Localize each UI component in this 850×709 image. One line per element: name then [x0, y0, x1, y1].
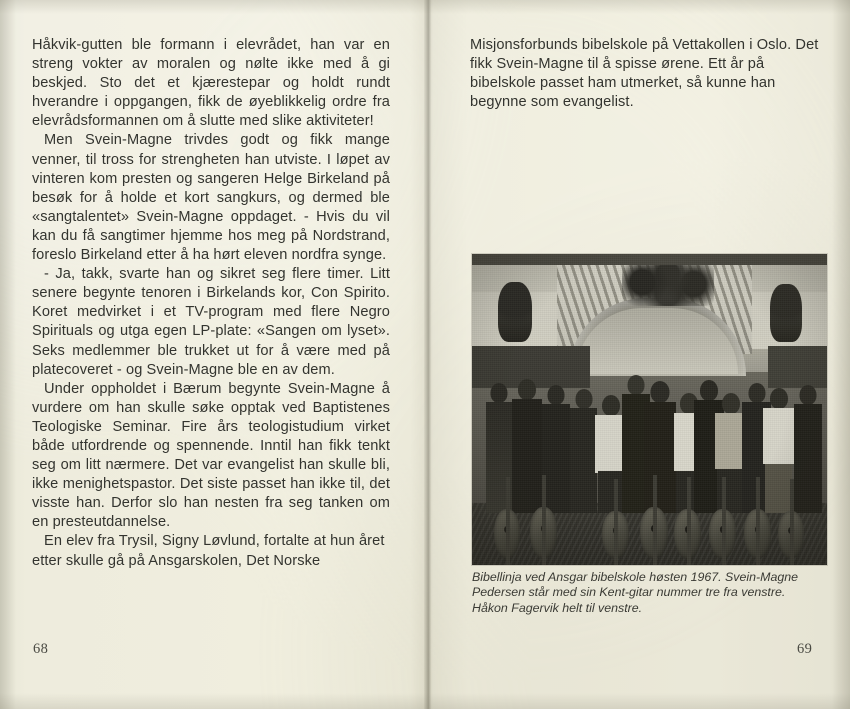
page-number-left: 68: [33, 641, 49, 657]
page-number-right: 69: [797, 641, 813, 657]
paragraph: - Ja, takk, svarte han og sikret seg flere timer. Litt senere begynte tenoren i Birkelands kor, Con Spirito. Koret medvirket i et TV-program med flere Negro Spirituals og utga egen LP-plate: «Sangen om lyset». Seks medlemmer ble trukket ut for å være med på platecoveret - og Svein-Magne ble en av dem.: [32, 266, 390, 378]
paragraph: Misjonsforbunds bibelskole på Vettakollen i Oslo. Det fikk Svein-Magne til å spisse ørene. Ett år på bibelskole passet ham utmerket, så kunne han begynne som evangelist.: [470, 37, 819, 111]
photo-film-grain: [472, 254, 827, 565]
paragraph: Under oppholdet i Bærum begynte Svein-Magne å vurdere om han skulle søke opptak ved Baptistenes Teologiske Seminar. Fire års teologistudium virket både utfordrende og spennende. Inntil han fikk tenkt seg om litt nærmere. Det var evangelist han skulle bli, ikke menighetspastor. Det siste passet han ikke til, det visste han. Derfor slo han nesten fra seg tanken om en presteutdannelse.: [32, 380, 390, 531]
book-gutter: [424, 0, 431, 709]
caption-line: Håkon Fagervik helt til venstre.: [472, 600, 643, 615]
group-photograph: [472, 254, 827, 565]
left-page-text-column: [32, 36, 390, 571]
paragraph: En elev fra Trysil, Signy Løvlund, fortalte at hun året etter skulle gå på Ansgarskolen, Det Norske: [32, 533, 385, 569]
caption-line: Bibellinja ved Ansgar bibelskole høsten 1967. Svein-Magne: [472, 570, 799, 584]
caption-line: Pedersen står med sin Kent-gitar nummer tre fra venstre.: [472, 585, 786, 600]
paragraph: Men Svein-Magne trivdes godt og fikk mange venner, til tross for strengheten han utviste. I løpet av vinteren kom presten og sangeren Helge Birkeland på besøk for å holde et kort sangkurs, og dermed ble «sangtalentet» Svein-Magne oppdaget. - Hvis du vil kan du få sangtimer hjemme hos meg på Nordstrand, foreslo Birkeland etter å ha hørt eleven nordfra synge.: [32, 132, 390, 264]
paragraph: Håkvik-gutten ble formann i elevrådet, han var en streng vokter av moralen og nølte ikke med å gi beskjed. Sto det et kjærestepar og holdt rundt hverandre i oppgangen, fikk de øyeblikkelig ordre fra elevrådsformannen om å slutte med slike aktiviteter!: [32, 37, 390, 130]
photo-caption: [472, 570, 828, 616]
right-page-text-column: [470, 36, 828, 112]
